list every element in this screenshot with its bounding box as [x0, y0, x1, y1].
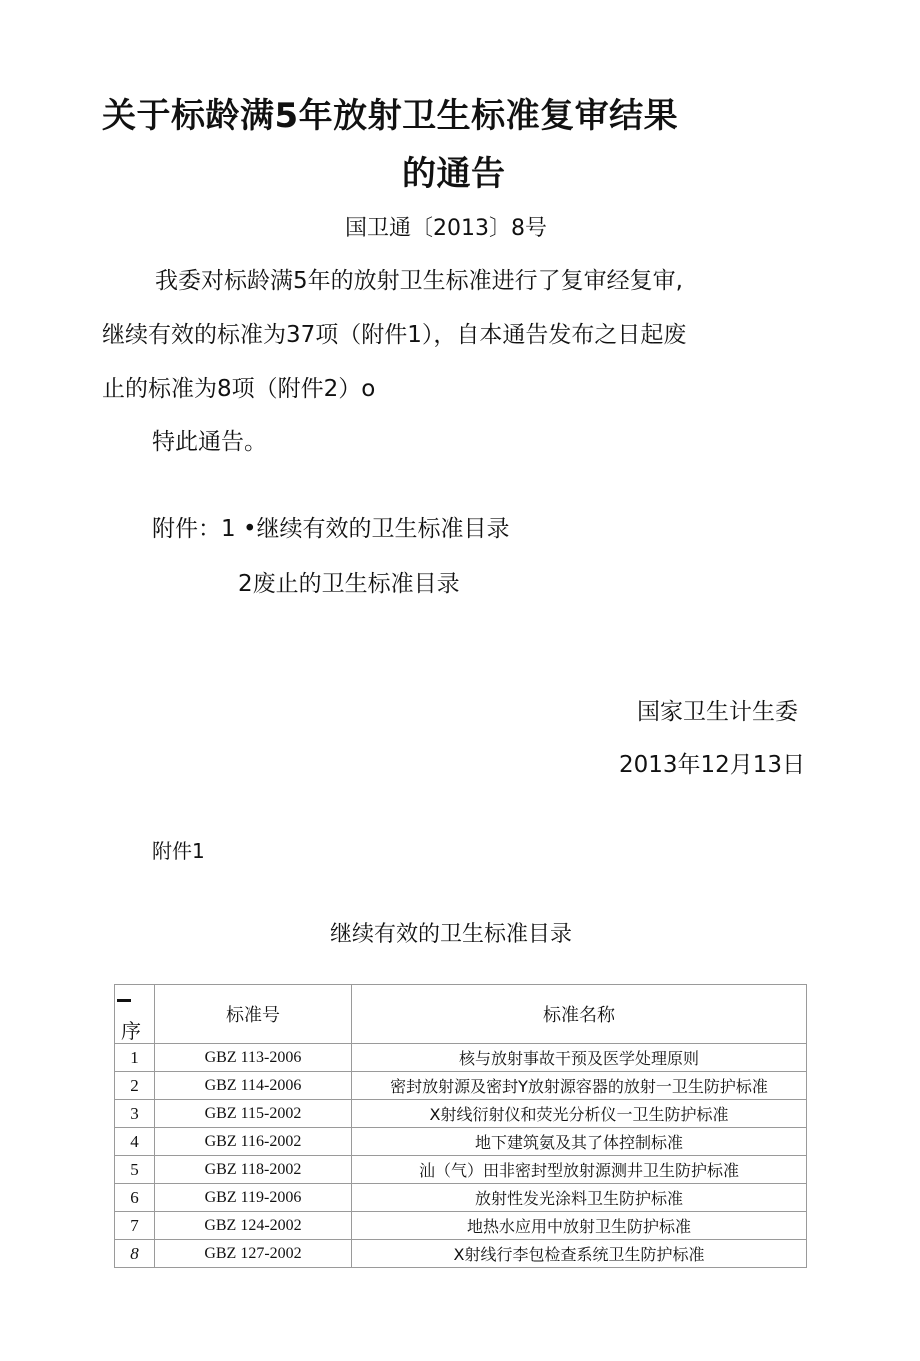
table-row: [115, 1128, 807, 1156]
row-name: 核与放射事故干预及医学处理原则: [352, 1044, 807, 1072]
row-name: 地下建筑氨及其了体控制标准: [352, 1128, 807, 1156]
notice-title-line1: 关于标龄满5年放射卫生标准复审结果: [102, 96, 679, 136]
row-seq: 7: [115, 1212, 155, 1240]
row-code: GBZ 116-2002: [155, 1128, 352, 1156]
header-seq: 序: [115, 985, 155, 1044]
table-row: [115, 1156, 807, 1184]
row-name: 密封放射源及密封Y放射源容器的放射一卫生防护标准: [352, 1072, 807, 1100]
table-title: 继续有效的卫生标准目录: [330, 922, 573, 947]
table-row: [115, 1100, 807, 1128]
row-seq: 4: [115, 1128, 155, 1156]
row-name: X射线行李包检查系统卫生防护标准: [352, 1240, 807, 1268]
table-row: [115, 1072, 807, 1100]
row-code: GBZ 115-2002: [155, 1100, 352, 1128]
table-row: [115, 1044, 807, 1072]
row-name: 汕（气）田非密封型放射源测井卫生防护标准: [352, 1156, 807, 1184]
row-code: GBZ 127-2002: [155, 1240, 352, 1268]
row-seq: 3: [115, 1100, 155, 1128]
notice-title-line2: 的通告: [402, 154, 506, 194]
row-seq: 8: [115, 1240, 155, 1268]
attachment-2: 2废止的卫生标准目录: [238, 571, 460, 597]
header-name: 标准名称: [352, 985, 807, 1044]
table-header-row: [115, 985, 807, 1044]
row-name: 放射性发光涂料卫生防护标准: [352, 1184, 807, 1212]
row-code: GBZ 118-2002: [155, 1156, 352, 1184]
attachments-label: 附件：1 •继续有效的卫生标准目录: [152, 516, 510, 542]
row-seq: 5: [115, 1156, 155, 1184]
closing-text: 特此通告。: [152, 429, 267, 455]
table-row: [115, 1240, 807, 1268]
row-code: GBZ 119-2006: [155, 1184, 352, 1212]
header-code: 标准号: [155, 985, 352, 1044]
row-name: X射线衍射仪和荧光分析仪一卫生防护标准: [352, 1100, 807, 1128]
row-code: GBZ 124-2002: [155, 1212, 352, 1240]
row-seq: 2: [115, 1072, 155, 1100]
row-seq: 1: [115, 1044, 155, 1072]
issue-date: 2013年12月13日: [619, 752, 806, 778]
issuer: 国家卫生计生委: [637, 699, 798, 725]
paragraph-line-1: 我委对标龄满5年的放射卫生标准进行了复审经复审,: [155, 268, 683, 294]
row-code: GBZ 114-2006: [155, 1072, 352, 1100]
header-seq-mark: [117, 999, 131, 1002]
table-row: [115, 1212, 807, 1240]
appendix-label: 附件1: [152, 839, 205, 863]
standards-table: [114, 984, 807, 1268]
row-name: 地热水应用中放射卫生防护标准: [352, 1212, 807, 1240]
document-number: 国卫通〔2013〕8号: [345, 216, 547, 241]
paragraph-line-3: 止的标准为8项（附件2）o: [102, 376, 376, 402]
row-code: GBZ 113-2006: [155, 1044, 352, 1072]
paragraph-line-2: 继续有效的标准为37项（附件1），自本通告发布之日起废: [102, 322, 687, 348]
table-row: [115, 1184, 807, 1212]
row-seq: 6: [115, 1184, 155, 1212]
